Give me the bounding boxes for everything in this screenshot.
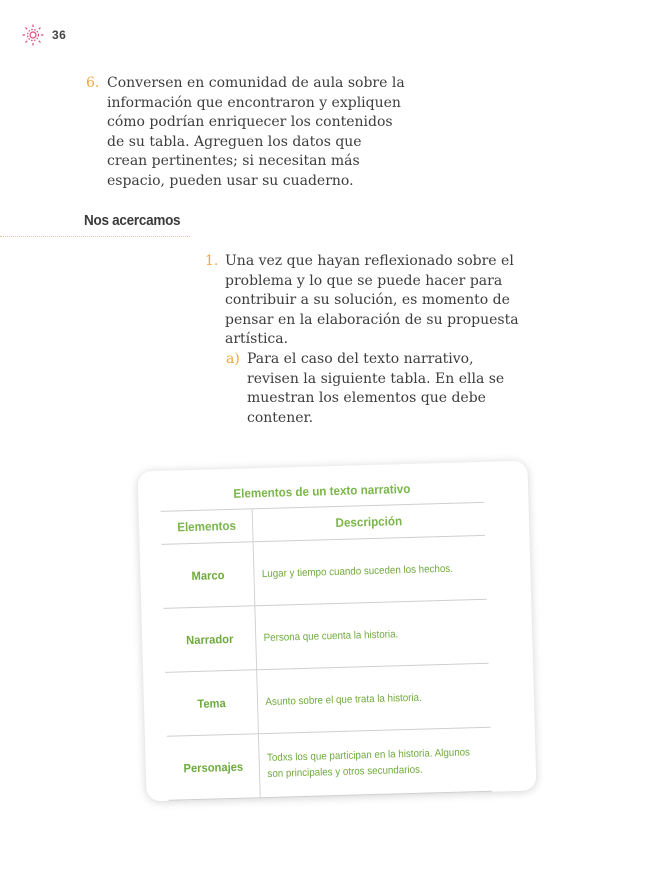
column-header-description: Descripción [252,503,485,542]
table-cell-description: Persona que cuenta la historia. [255,599,489,669]
section-divider [0,236,190,237]
activity-item-1 [205,252,525,350]
column-header-elements: Elementos [161,509,253,544]
narrative-elements-table [160,472,492,801]
subitem-text: Para el caso del texto narrativo, revisen la siguiente tabla. En ella se muestran los elementos que debe contener. [247,351,505,426]
table-cell-description: Todxs los que participan en la historia. Algunos son principales y otros secundarios. [258,727,492,797]
table-card [137,461,536,802]
table-cell-element: Tema [165,670,258,737]
table-row [167,727,492,800]
page-header [22,24,66,46]
page-number: 36 [52,28,67,42]
sun-ornament-icon [22,24,44,46]
activity-item-6 [86,74,406,191]
table-row [162,535,487,608]
item-number: 1. [205,253,219,269]
item-number: 6. [86,75,100,91]
table-cell-description: Asunto sobre el que trata la historia. [257,663,491,733]
item-text: Conversen en comunidad de aula sobre la información que encontraron y expliquen cómo podrían enriquecer los contenidos de su tabla. Agreguen los datos que crean pertinentes; si necesitan más espacio, pueden usar su cuaderno. [107,75,405,189]
table-cell-element: Marco [162,542,255,609]
table-row [165,663,490,736]
table-cell-element: Narrador [163,606,256,673]
section-heading: Nos acercamos [84,212,181,229]
table-cell-element: Personajes [167,734,260,801]
table-cell-description: Lugar y tiempo cuando suceden los hechos. [253,535,487,605]
subitem-letter: a) [226,351,240,367]
table-row [163,599,488,672]
activity-subitem-a [226,350,506,428]
item-text: Una vez que hayan reflexionado sobre el problema y lo que se puede hacer para contribuir a su solución, es momento de pensar en la elaboración de su propuesta artística. [225,253,519,347]
table-caption: Elementos de un texto narrativo [160,472,484,512]
